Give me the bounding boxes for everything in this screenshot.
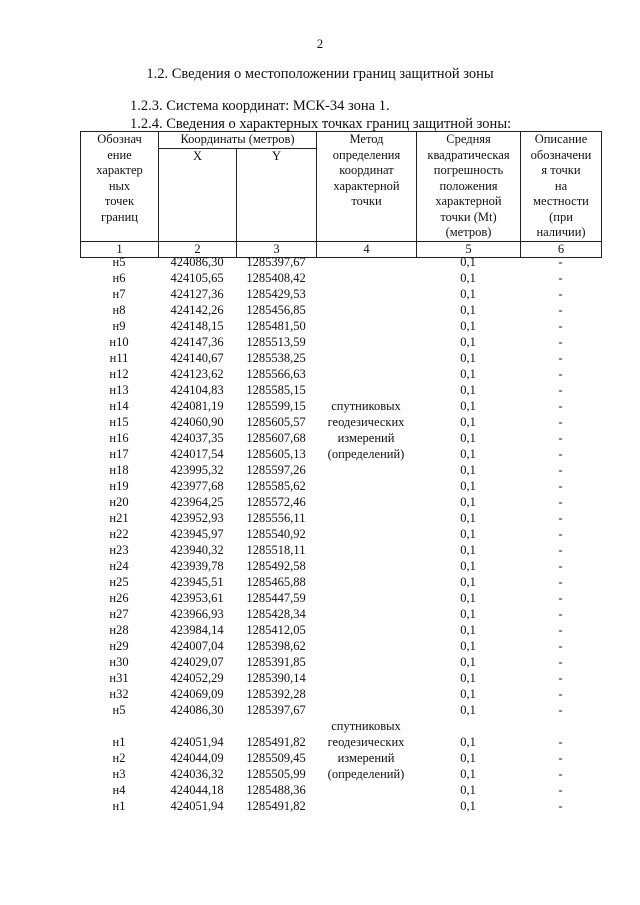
point-description: - bbox=[558, 447, 563, 461]
mean-square-error: 0,1 bbox=[460, 415, 476, 429]
table-row bbox=[80, 318, 601, 334]
point-designation: н18 bbox=[109, 463, 129, 477]
coord-x: 424104,83 bbox=[170, 383, 224, 397]
table-row bbox=[80, 366, 601, 382]
point-designation: н11 bbox=[109, 351, 129, 365]
table-row bbox=[80, 734, 601, 750]
coord-x: 424148,15 bbox=[170, 319, 224, 333]
point-designation: н5 bbox=[112, 255, 126, 269]
col-number-4: 4 bbox=[317, 241, 417, 258]
point-designation: н13 bbox=[109, 383, 129, 397]
mean-square-error: 0,1 bbox=[460, 431, 476, 445]
point-description: - bbox=[558, 303, 563, 317]
mean-square-error: 0,1 bbox=[460, 463, 476, 477]
header-x: X bbox=[159, 148, 237, 241]
coord-y: 1285599,15 bbox=[246, 399, 306, 413]
header-point-designation: Обознач ение характер ных точек границ bbox=[81, 132, 159, 242]
point-designation: н3 bbox=[112, 767, 126, 781]
coord-y: 1285509,45 bbox=[246, 751, 306, 765]
mean-square-error: 0,1 bbox=[460, 655, 476, 669]
coord-x: 424044,18 bbox=[170, 783, 224, 797]
point-description: - bbox=[558, 751, 563, 765]
table-row bbox=[80, 446, 601, 462]
table-row bbox=[80, 302, 601, 318]
point-designation: н32 bbox=[109, 687, 129, 701]
point-description: - bbox=[558, 639, 563, 653]
coord-y: 1285397,67 bbox=[246, 255, 306, 269]
point-description: - bbox=[558, 479, 563, 493]
coord-x: 423964,25 bbox=[170, 495, 224, 509]
coord-y: 1285392,28 bbox=[246, 687, 306, 701]
point-description: - bbox=[558, 335, 563, 349]
mean-square-error: 0,1 bbox=[460, 543, 476, 557]
point-description: - bbox=[558, 575, 563, 589]
coord-x: 424029,07 bbox=[170, 655, 224, 669]
table-row bbox=[80, 414, 601, 430]
table-row bbox=[80, 286, 601, 302]
mean-square-error: 0,1 bbox=[460, 527, 476, 541]
point-designation: н12 bbox=[109, 367, 129, 381]
point-description: - bbox=[558, 591, 563, 605]
point-designation: н16 bbox=[109, 431, 129, 445]
coord-y: 1285481,50 bbox=[246, 319, 306, 333]
point-description: - bbox=[558, 351, 563, 365]
mean-square-error: 0,1 bbox=[460, 751, 476, 765]
section-title: 1.2. Сведения о местоположении границ защитной зоны bbox=[146, 66, 494, 82]
coord-y: 1285572,46 bbox=[246, 495, 306, 509]
points-heading: 1.2.4. Сведения о характерных точках границ защитной зоны: bbox=[130, 116, 512, 132]
header-mean-square-error: Средняя квадратическая погрешность положения характерной точки (Mt) (метров) bbox=[417, 132, 521, 242]
table-row bbox=[80, 526, 601, 542]
col-number-1: 1 bbox=[81, 241, 159, 258]
coord-y: 1285390,14 bbox=[246, 671, 306, 685]
mean-square-error: 0,1 bbox=[460, 559, 476, 573]
coord-x: 423995,32 bbox=[170, 463, 224, 477]
header-y: Y bbox=[237, 148, 317, 241]
mean-square-error: 0,1 bbox=[460, 495, 476, 509]
coord-y: 1285491,82 bbox=[246, 799, 306, 813]
col-number-5: 5 bbox=[417, 241, 521, 258]
point-description: - bbox=[558, 703, 563, 717]
point-description: - bbox=[558, 687, 563, 701]
point-designation: н14 bbox=[109, 399, 129, 413]
table-row bbox=[80, 350, 601, 366]
point-description: - bbox=[558, 511, 563, 525]
coord-x: 423945,97 bbox=[170, 527, 224, 541]
coord-x: 424147,36 bbox=[170, 335, 224, 349]
coord-x: 424051,94 bbox=[170, 799, 224, 813]
mean-square-error: 0,1 bbox=[460, 399, 476, 413]
mean-square-error: 0,1 bbox=[460, 607, 476, 621]
coord-x: 424086,30 bbox=[170, 703, 224, 717]
point-description: - bbox=[558, 623, 563, 637]
coord-x: 424036,32 bbox=[170, 767, 224, 781]
point-designation: н6 bbox=[112, 271, 126, 285]
point-designation: н15 bbox=[109, 415, 129, 429]
point-designation: н30 bbox=[109, 655, 129, 669]
mean-square-error: 0,1 bbox=[460, 287, 476, 301]
table-row bbox=[80, 622, 601, 638]
coord-x: 424105,65 bbox=[170, 271, 224, 285]
coord-x: 424081,19 bbox=[170, 399, 224, 413]
mean-square-error: 0,1 bbox=[460, 671, 476, 685]
point-designation: н28 bbox=[109, 623, 129, 637]
point-designation: н31 bbox=[109, 671, 129, 685]
coord-x: 423984,14 bbox=[170, 623, 224, 637]
col-number-3: 3 bbox=[237, 241, 317, 258]
coord-y: 1285491,82 bbox=[246, 735, 306, 749]
coord-y: 1285513,59 bbox=[246, 335, 306, 349]
coordinate-system-line: 1.2.3. Система координат: МСК-34 зона 1. bbox=[130, 98, 390, 114]
point-description: - bbox=[558, 655, 563, 669]
table-row bbox=[80, 558, 601, 574]
table-row bbox=[80, 478, 601, 494]
mean-square-error: 0,1 bbox=[460, 511, 476, 525]
coord-y: 1285492,58 bbox=[246, 559, 306, 573]
point-designation: н21 bbox=[109, 511, 129, 525]
coord-x: 424127,36 bbox=[170, 287, 224, 301]
mean-square-error: 0,1 bbox=[460, 255, 476, 269]
table-row bbox=[80, 670, 601, 686]
table-row bbox=[80, 686, 601, 702]
mean-square-error: 0,1 bbox=[460, 799, 476, 813]
table-row bbox=[80, 398, 601, 414]
mean-square-error: 0,1 bbox=[460, 591, 476, 605]
point-description: - bbox=[558, 559, 563, 573]
mean-square-error: 0,1 bbox=[460, 479, 476, 493]
table-row bbox=[80, 542, 601, 558]
point-description: - bbox=[558, 415, 563, 429]
mean-square-error: 0,1 bbox=[460, 351, 476, 365]
coord-x: 424044,09 bbox=[170, 751, 224, 765]
header-coordinates-group: Координаты (метров) bbox=[159, 132, 317, 149]
point-description: - bbox=[558, 367, 563, 381]
coord-x: 424017,54 bbox=[170, 447, 224, 461]
mean-square-error: 0,1 bbox=[460, 271, 476, 285]
coord-x: 423977,68 bbox=[170, 479, 224, 493]
coord-x: 424037,35 bbox=[170, 431, 224, 445]
point-description: - bbox=[558, 255, 563, 269]
point-designation: н20 bbox=[109, 495, 129, 509]
coord-x: 423940,32 bbox=[170, 543, 224, 557]
coord-y: 1285488,36 bbox=[246, 783, 306, 797]
coord-y: 1285429,53 bbox=[246, 287, 306, 301]
coord-y: 1285456,85 bbox=[246, 303, 306, 317]
mean-square-error: 0,1 bbox=[460, 623, 476, 637]
point-designation: н25 bbox=[109, 575, 129, 589]
point-designation: н22 bbox=[109, 527, 129, 541]
mean-square-error: 0,1 bbox=[460, 367, 476, 381]
point-designation: н8 bbox=[112, 303, 126, 317]
point-designation: н4 bbox=[112, 783, 126, 797]
mean-square-error: 0,1 bbox=[460, 767, 476, 781]
point-description: - bbox=[558, 799, 563, 813]
coord-y: 1285585,62 bbox=[246, 479, 306, 493]
coord-y: 1285597,26 bbox=[246, 463, 306, 477]
coord-y: 1285398,62 bbox=[246, 639, 306, 653]
table-row bbox=[80, 702, 601, 718]
point-designation: н5 bbox=[112, 703, 126, 717]
table-row bbox=[80, 590, 601, 606]
point-description: - bbox=[558, 607, 563, 621]
coord-y: 1285412,05 bbox=[246, 623, 306, 637]
point-designation: н1 bbox=[112, 799, 126, 813]
point-description: - bbox=[558, 271, 563, 285]
col-number-6: 6 bbox=[521, 241, 602, 258]
coord-y: 1285428,34 bbox=[246, 607, 306, 621]
coord-y: 1285605,57 bbox=[246, 415, 306, 429]
coord-x: 424142,26 bbox=[170, 303, 224, 317]
point-description: - bbox=[558, 543, 563, 557]
coord-x: 423953,61 bbox=[170, 591, 224, 605]
mean-square-error: 0,1 bbox=[460, 319, 476, 333]
point-designation: н1 bbox=[112, 735, 126, 749]
method-text-group-2: спутниковых геодезических измерений (определений) bbox=[327, 719, 405, 781]
table-row bbox=[80, 430, 601, 446]
points-table-header bbox=[80, 131, 602, 258]
point-description: - bbox=[558, 735, 563, 749]
point-designation: н26 bbox=[109, 591, 129, 605]
table-row bbox=[80, 798, 601, 814]
point-description: - bbox=[558, 399, 563, 413]
mean-square-error: 0,1 bbox=[460, 703, 476, 717]
table-row bbox=[80, 766, 601, 782]
coord-y: 1285540,92 bbox=[246, 527, 306, 541]
coord-y: 1285566,63 bbox=[246, 367, 306, 381]
coord-y: 1285538,25 bbox=[246, 351, 306, 365]
point-designation: н29 bbox=[109, 639, 129, 653]
mean-square-error: 0,1 bbox=[460, 735, 476, 749]
table-row bbox=[80, 254, 601, 270]
mean-square-error: 0,1 bbox=[460, 303, 476, 317]
mean-square-error: 0,1 bbox=[460, 575, 476, 589]
mean-square-error: 0,1 bbox=[460, 639, 476, 653]
point-designation: н27 bbox=[109, 607, 129, 621]
point-designation: н10 bbox=[109, 335, 129, 349]
table-row bbox=[80, 654, 601, 670]
coord-y: 1285585,15 bbox=[246, 383, 306, 397]
method-text-group-1: спутниковых геодезических измерений (определений) bbox=[327, 399, 405, 461]
point-designation: н17 bbox=[109, 447, 129, 461]
point-description: - bbox=[558, 431, 563, 445]
mean-square-error: 0,1 bbox=[460, 383, 476, 397]
header-method: Метод определения координат характерной точки bbox=[317, 132, 417, 242]
point-description: - bbox=[558, 767, 563, 781]
coord-x: 423945,51 bbox=[170, 575, 224, 589]
mean-square-error: 0,1 bbox=[460, 335, 476, 349]
mean-square-error: 0,1 bbox=[460, 783, 476, 797]
table-row bbox=[80, 270, 601, 286]
point-designation: н7 bbox=[112, 287, 126, 301]
coord-x: 424086,30 bbox=[170, 255, 224, 269]
coord-x: 423966,93 bbox=[170, 607, 224, 621]
header-description: Описание обозначени я точки на местности (при наличии) bbox=[521, 132, 602, 242]
table-row bbox=[80, 574, 601, 590]
coord-x: 424051,94 bbox=[170, 735, 224, 749]
mean-square-error: 0,1 bbox=[460, 687, 476, 701]
table-row bbox=[80, 382, 601, 398]
point-description: - bbox=[558, 783, 563, 797]
points-table-body bbox=[80, 254, 601, 814]
coord-x: 424007,04 bbox=[170, 639, 224, 653]
coord-y: 1285465,88 bbox=[246, 575, 306, 589]
coord-x: 424123,62 bbox=[170, 367, 224, 381]
point-designation: н2 bbox=[112, 751, 126, 765]
table-row bbox=[80, 606, 601, 622]
coord-y: 1285605,13 bbox=[246, 447, 306, 461]
table-row bbox=[80, 334, 601, 350]
coord-x: 424140,67 bbox=[170, 351, 224, 365]
point-designation: н24 bbox=[109, 559, 129, 573]
coord-x: 423939,78 bbox=[170, 559, 224, 573]
point-description: - bbox=[558, 463, 563, 477]
table-row bbox=[80, 462, 601, 478]
coord-x: 424052,29 bbox=[170, 671, 224, 685]
coord-x: 423952,93 bbox=[170, 511, 224, 525]
page-number: 2 bbox=[316, 36, 324, 51]
coord-x: 424060,90 bbox=[170, 415, 224, 429]
coord-y: 1285607,68 bbox=[246, 431, 306, 445]
coord-x: 424069,09 bbox=[170, 687, 224, 701]
mean-square-error: 0,1 bbox=[460, 447, 476, 461]
coord-y: 1285408,42 bbox=[246, 271, 306, 285]
coord-y: 1285505,99 bbox=[246, 767, 306, 781]
col-number-2: 2 bbox=[159, 241, 237, 258]
point-description: - bbox=[558, 287, 563, 301]
point-description: - bbox=[558, 495, 563, 509]
point-description: - bbox=[558, 383, 563, 397]
point-description: - bbox=[558, 527, 563, 541]
table-row bbox=[80, 782, 601, 798]
table-row bbox=[80, 638, 601, 654]
point-designation: н23 bbox=[109, 543, 129, 557]
point-designation: н9 bbox=[112, 319, 126, 333]
table-row bbox=[80, 510, 601, 526]
table-row bbox=[80, 750, 601, 766]
coord-y: 1285391,85 bbox=[246, 655, 306, 669]
table-row bbox=[80, 494, 601, 510]
point-designation: н19 bbox=[109, 479, 129, 493]
coord-y: 1285397,67 bbox=[246, 703, 306, 717]
coord-y: 1285518,11 bbox=[246, 543, 306, 557]
point-description: - bbox=[558, 319, 563, 333]
point-description: - bbox=[558, 671, 563, 685]
coord-y: 1285447,59 bbox=[246, 591, 306, 605]
coord-y: 1285556,11 bbox=[246, 511, 306, 525]
